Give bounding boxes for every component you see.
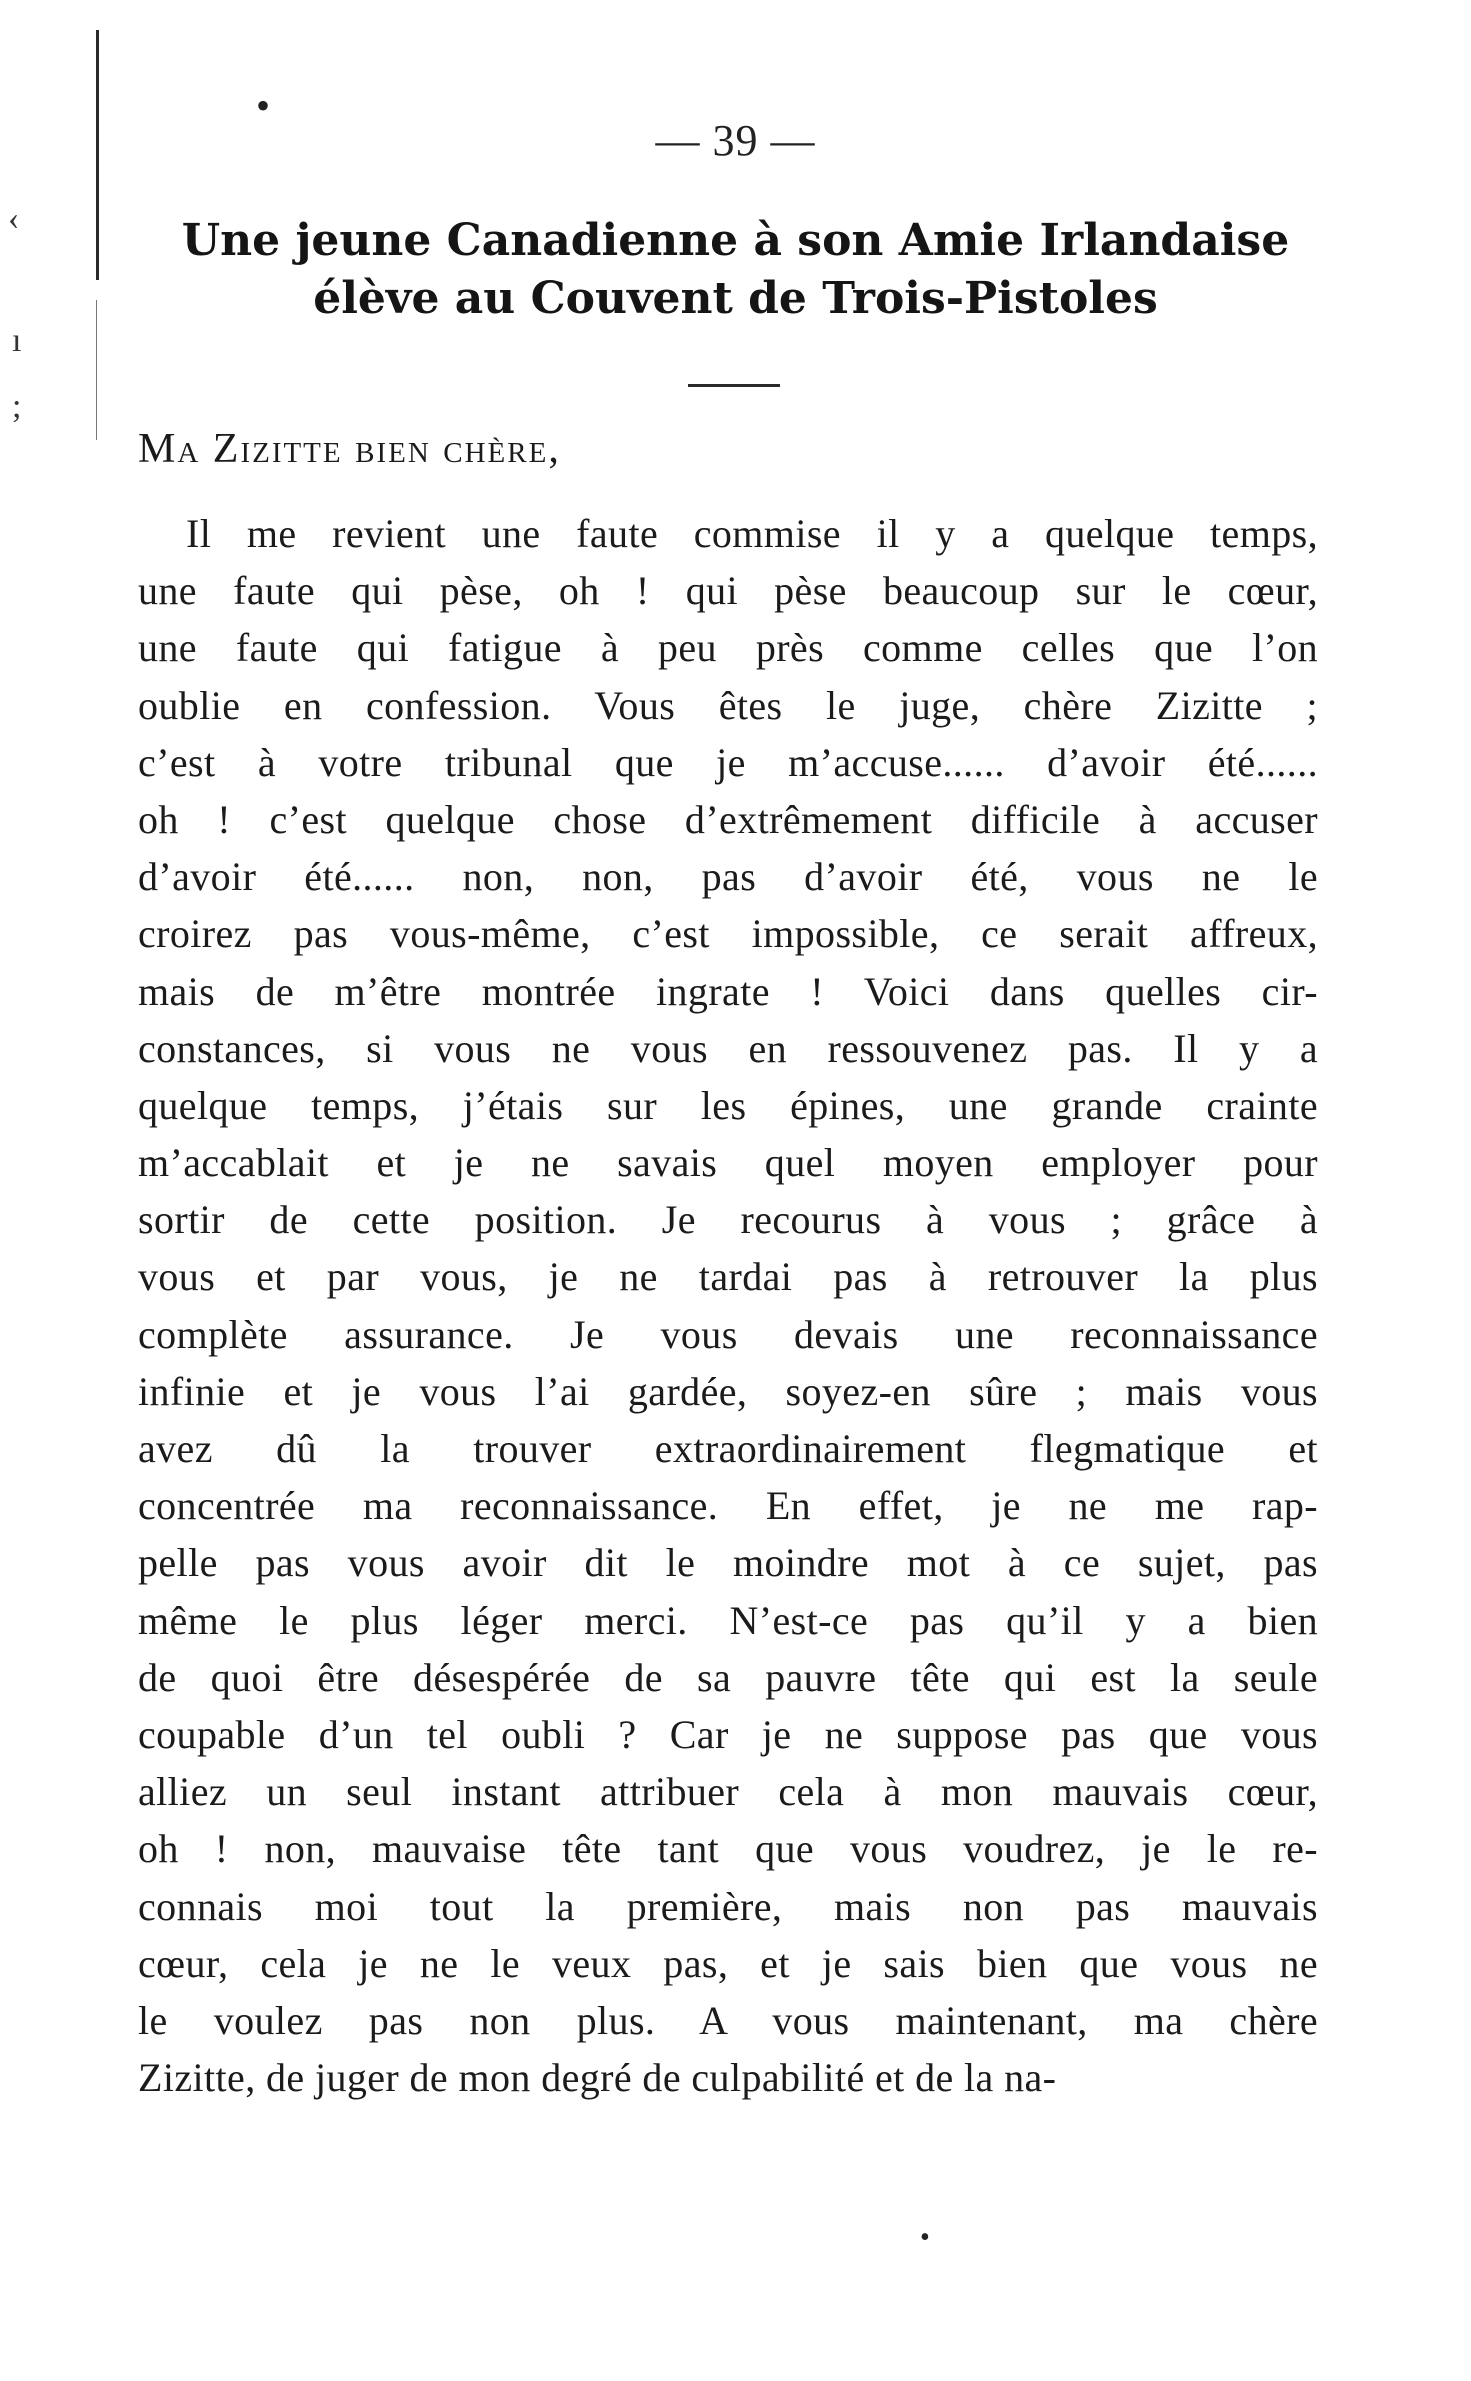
text-line: infinie et je vous l’ai gardée, soyez-en sûre ; mais vous bbox=[138, 1368, 1318, 1414]
title-divider bbox=[688, 384, 780, 387]
text-line: croirez pas vous-même, c’est impossible, ce serait affreux, bbox=[138, 911, 1318, 957]
margin-mark: ‹ bbox=[8, 200, 20, 237]
text-line: quelque temps, j’étais sur les épines, une grande crainte bbox=[138, 1082, 1318, 1128]
title-line-2: élève au Couvent de Trois-Pistoles bbox=[313, 273, 1158, 324]
text-line: oublie en confession. Vous êtes le juge, chère Zizitte ; bbox=[138, 682, 1318, 728]
ink-speck: • bbox=[256, 83, 271, 128]
text-line: de quoi être désespérée de sa pauvre tête qui est la seule bbox=[138, 1654, 1318, 1700]
text-line: avez dû la trouver extraordinairement flegmatique et bbox=[138, 1426, 1318, 1471]
letter-title bbox=[0, 212, 1471, 328]
text-line: oh ! c’est quelque chose d’extrêmement difficile à accuser bbox=[138, 796, 1318, 842]
text-line: Il me revient une faute commise il y a quelque temps, bbox=[186, 511, 1318, 556]
text-line: constances, si vous ne vous en ressouvenez pas. Il y a bbox=[138, 1025, 1318, 1071]
text-line: sortir de cette position. Je recourus à vous ; grâce à bbox=[138, 1197, 1318, 1243]
page-number: — 39 — bbox=[655, 116, 816, 165]
ink-speck: • bbox=[920, 2222, 930, 2253]
text-line: alliez un seul instant attribuer cela à mon mauvais cœur, bbox=[138, 1769, 1318, 1815]
text-line: vous et par vous, je ne tardai pas à retrouver la plus bbox=[138, 1254, 1318, 1300]
text-line: coupable d’un tel oubli ? Car je ne suppose pas que vous bbox=[138, 1711, 1318, 1757]
letter-body bbox=[138, 505, 1318, 2106]
text-line: d’avoir été...... non, non, pas d’avoir été, vous ne le bbox=[138, 854, 1318, 900]
text-line: même le plus léger merci. N’est-ce pas qu’il y a bien bbox=[138, 1597, 1318, 1643]
text-line: oh ! non, mauvaise tête tant que vous voudrez, je le re- bbox=[138, 1826, 1318, 1872]
title-line-1: Une jeune Canadienne à son Amie Irlandaise bbox=[181, 215, 1290, 266]
text-line: Zizitte, de juger de mon degré de culpabilité et de la na- bbox=[138, 2055, 1057, 2101]
text-line: m’accablait et je ne savais quel moyen employer pour bbox=[138, 1140, 1318, 1186]
text-line: c’est à votre tribunal que je m’accuse...... d’avoir été...... bbox=[138, 739, 1318, 785]
text-line: mais de m’être montrée ingrate ! Voici dans quelles cir- bbox=[138, 968, 1318, 1014]
text-line: le voulez pas non plus. A vous maintenant, ma chère bbox=[138, 1997, 1318, 2043]
margin-mark: ; bbox=[12, 388, 22, 425]
text-line: concentrée ma reconnaissance. En effet, je ne me rap- bbox=[138, 1483, 1318, 1529]
text-line: une faute qui pèse, oh ! qui pèse beaucoup sur le cœur, bbox=[138, 568, 1318, 614]
text-line: cœur, cela je ne le veux pas, et je sais bien que vous ne bbox=[138, 1940, 1318, 1986]
margin-mark: ı bbox=[12, 322, 22, 359]
text-line: complète assurance. Je vous devais une reconnaissance bbox=[138, 1311, 1318, 1357]
text-line: pelle pas vous avoir dit le moindre mot à ce sujet, pas bbox=[138, 1540, 1318, 1586]
text-line: une faute qui fatigue à peu près comme celles que l’on bbox=[138, 625, 1318, 671]
salutation: Ma Zizitte bien chère, bbox=[138, 426, 561, 472]
text-line: connais moi tout la première, mais non pas mauvais bbox=[138, 1883, 1318, 1929]
